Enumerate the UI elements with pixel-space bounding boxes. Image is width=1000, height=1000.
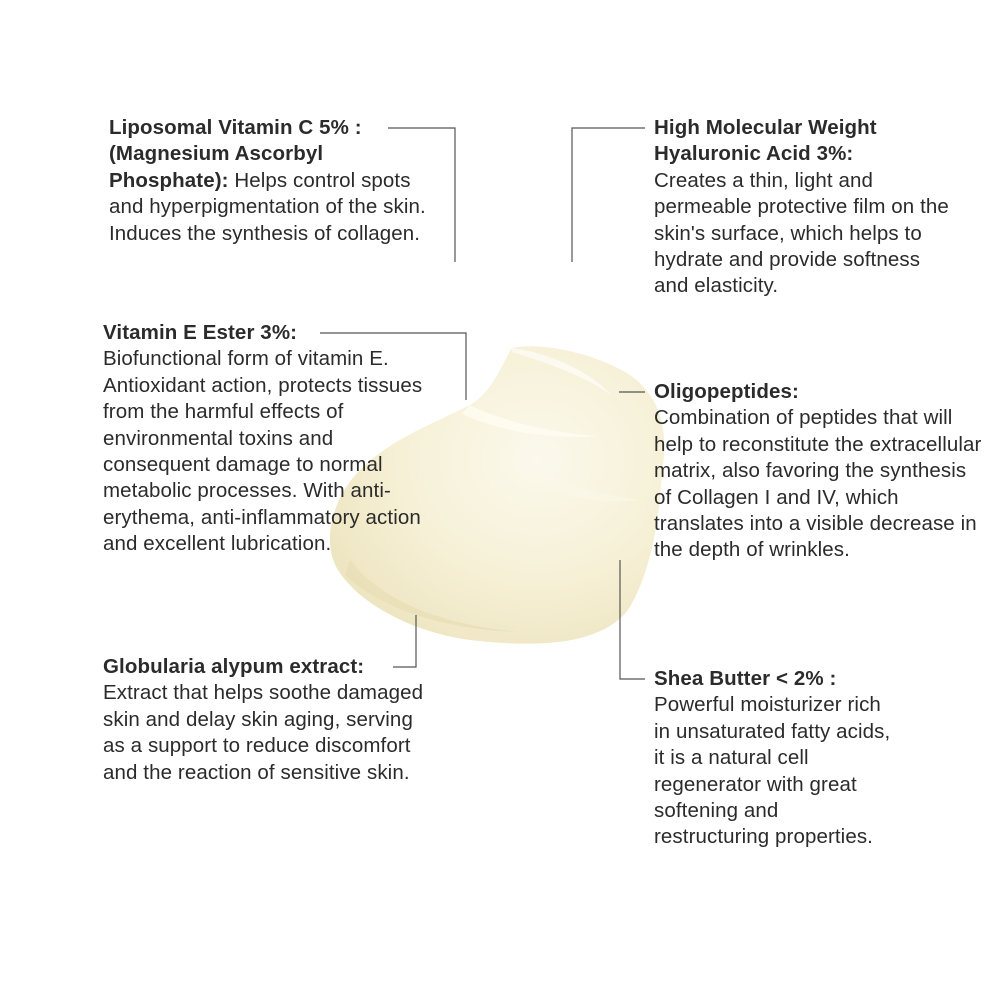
ingredient-globularia (103, 654, 433, 786)
ingredient-shea-butter (654, 666, 894, 851)
ingredient-title: Shea Butter < 2% : (654, 667, 837, 690)
ingredient-description: Extract that helps soothe damaged skin and delay skin aging, serving as a support to reduce discomfort and the reaction of sensitive skin. (103, 681, 424, 784)
ingredient-description: Powerful moisturizer rich in unsaturated fatty acids, it is a natural cell regenerator with great softening and restructuring properties. (654, 693, 891, 849)
ingredient-title: High Molecular Weight Hyaluronic Acid 3%: (654, 116, 877, 166)
ingredient-vitamin-e (103, 320, 443, 558)
ingredient-description: Creates a thin, light and permeable protective film on the skin's surface, which helps to hydrate and provide softness and elasticity. (654, 168, 949, 298)
leader-line-shea (620, 560, 645, 679)
ingredient-title: Globularia alypum extract: (103, 655, 365, 678)
ingredient-hyaluronic-acid (654, 115, 954, 300)
ingredient-title: Vitamin E Ester 3%: (103, 321, 298, 344)
ingredient-description: Helps control spots and hyperpigmentation of the skin. Induces the synthesis of collagen. (109, 168, 426, 245)
ingredient-title: Liposomal Vitamin C 5% : (Magnesium Ascorbyl Phosphate): (109, 116, 362, 192)
leader-line-hyaluronic (572, 128, 645, 262)
ingredient-description: Combination of peptides that will help to reconstitute the extracellular matrix, also favoring the synthesis of Collagen I and IV, which translates into a visible decrease in the depth of wrinkles. (654, 406, 982, 562)
ingredient-title: Oligopeptides: (654, 380, 799, 403)
ingredient-oligopeptides (654, 379, 984, 564)
ingredient-vitamin-c (109, 115, 439, 247)
ingredient-description: Biofunctional form of vitamin E. Antioxidant action, protects tissues from the harmful effects of environmental toxins and consequent damage to normal metabolic processes. With anti-erythema, anti-inflammatory action and excellent lubrication. (103, 347, 423, 556)
